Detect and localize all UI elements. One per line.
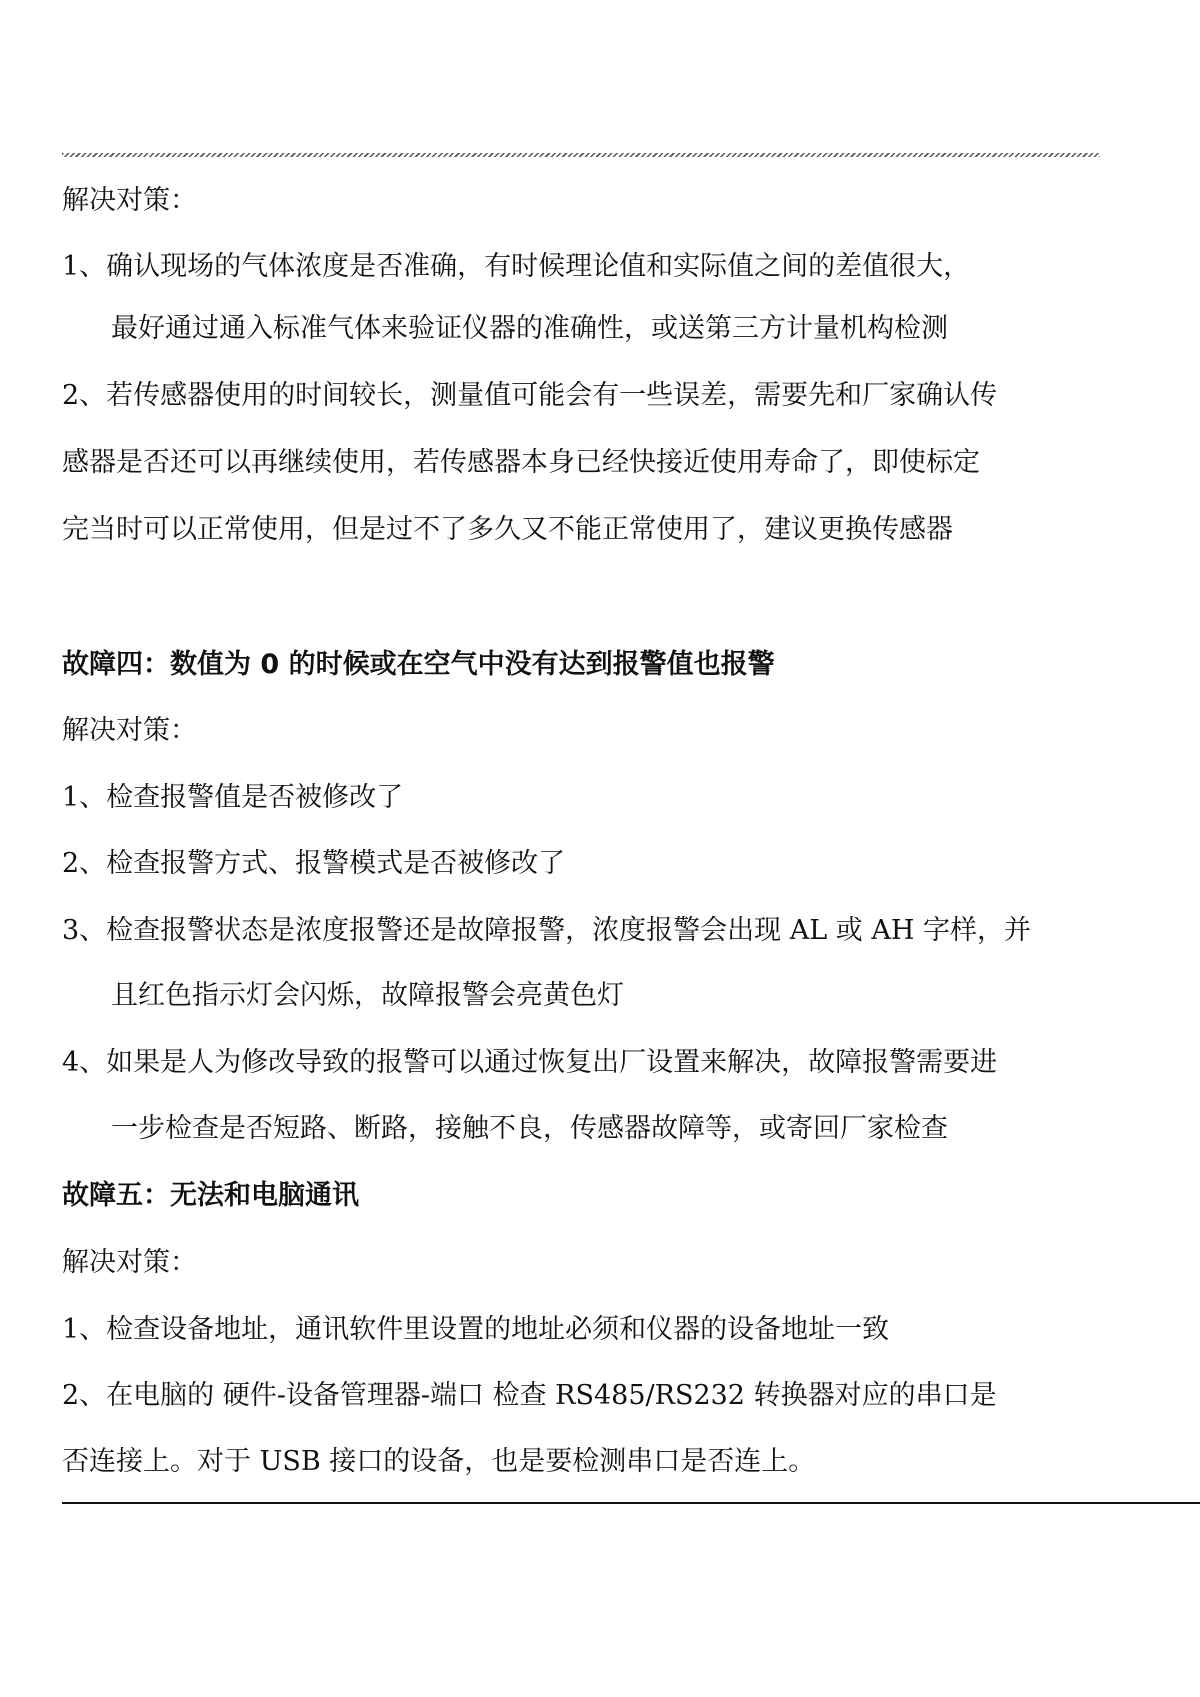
solution-label-2: 解决对策：	[62, 715, 197, 746]
fault-4-step-4-line-2: 一步检查是否短路、断路，接触不良，传感器故障等，或寄回厂家检查	[111, 1113, 948, 1144]
fault-4-heading: 故障四：数值为 0 的时候或在空气中没有达到报警值也报警	[62, 649, 775, 680]
fault-5-heading: 故障五：无法和电脑通讯	[62, 1180, 359, 1211]
fault-4-step-2: 2、检查报警方式、报警模式是否被修改了	[62, 848, 566, 879]
step-2-line-3: 完当时可以正常使用，但是过不了多久又不能正常使用了，建议更换传感器	[62, 514, 953, 545]
solution-label-3: 解决对策：	[62, 1247, 197, 1278]
fault-5-step-2-line-2: 否连接上。对于 USB 接口的设备，也是要检测串口是否连上。	[62, 1446, 816, 1477]
top-divider	[62, 153, 1100, 157]
fault-4-step-3-line-2: 且红色指示灯会闪烁，故障报警会亮黄色灯	[111, 980, 624, 1011]
fault-4-step-4-line-1: 4、如果是人为修改导致的报警可以通过恢复出厂设置来解决，故障报警需要进	[62, 1047, 998, 1078]
fault-4-step-3-line-1: 3、检查报警状态是浓度报警还是故障报警，浓度报警会出现 AL 或 AH 字样，并	[62, 915, 1031, 946]
step-1-line-2: 最好通过通入标准气体来验证仪器的准确性，或送第三方计量机构检测	[111, 313, 948, 344]
step-2-line-2: 感器是否还可以再继续使用，若传感器本身已经快接近使用寿命了，即使标定	[62, 447, 980, 478]
fault-4-step-1: 1、检查报警值是否被修改了	[62, 782, 404, 813]
solution-label-1: 解决对策：	[62, 185, 197, 216]
step-2-line-1: 2、若传感器使用的时间较长，测量值可能会有一些误差，需要先和厂家确认传	[62, 380, 998, 411]
bottom-divider	[62, 1502, 1200, 1504]
step-1-line-1: 1、确认现场的气体浓度是否准确，有时候理论值和实际值之间的差值很大，	[62, 251, 971, 282]
fault-5-step-2-line-1: 2、在电脑的 硬件-设备管理器-端口 检查 RS485/RS232 转换器对应的串口是	[62, 1380, 997, 1411]
fault-5-step-1: 1、检查设备地址，通讯软件里设置的地址必须和仪器的设备地址一致	[62, 1314, 890, 1345]
